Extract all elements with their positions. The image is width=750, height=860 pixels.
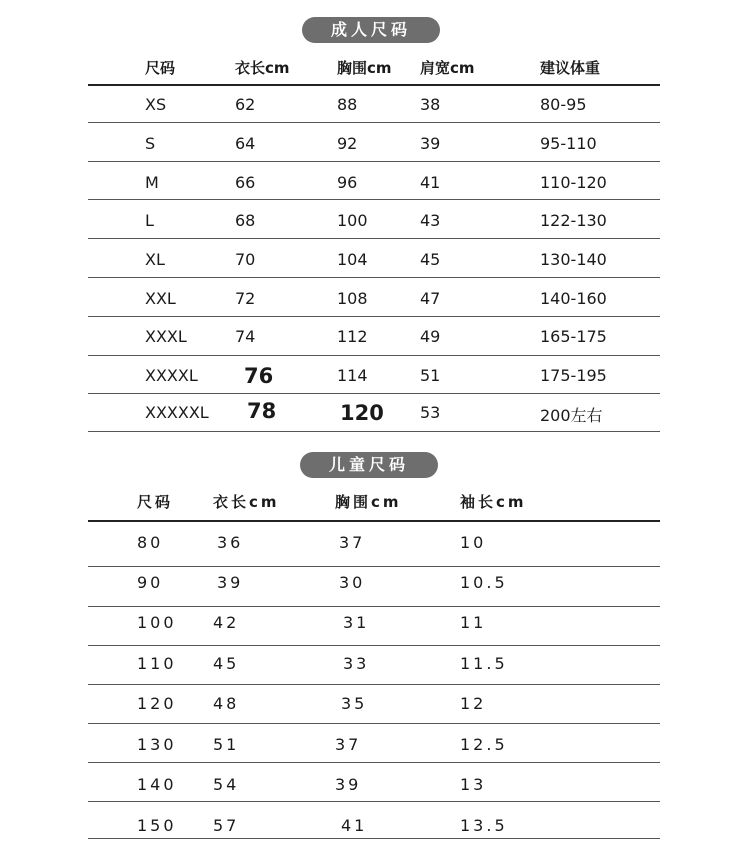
table-cell: 54 (213, 775, 240, 794)
kids-header-cell: 尺码 (137, 493, 174, 511)
row-divider (88, 199, 660, 200)
table-cell: 39 (217, 573, 244, 592)
adult-header-cell: 建议体重 (540, 59, 601, 77)
table-cell: 95-110 (540, 134, 597, 153)
table-cell: 92 (337, 134, 358, 153)
table-cell: 130-140 (540, 250, 607, 269)
adult-header-cell: 肩宽cm (420, 59, 475, 77)
table-cell: 130 (137, 735, 177, 754)
kids-header-divider (88, 520, 660, 522)
row-divider (88, 355, 660, 356)
table-cell: 108 (337, 289, 368, 308)
table-cell: XXL (145, 289, 176, 308)
table-cell: 10.5 (460, 573, 508, 592)
table-cell: 110 (137, 654, 177, 673)
row-divider (88, 161, 660, 162)
table-cell: 114 (337, 366, 368, 385)
row-divider (88, 838, 660, 839)
kids-header-cell: 衣长cm (213, 493, 280, 511)
row-divider (88, 566, 660, 567)
row-divider (88, 762, 660, 763)
table-cell: 39 (335, 775, 362, 794)
table-cell: 53 (420, 403, 441, 422)
kids-header-cell: 袖长cm (460, 493, 527, 511)
row-divider (88, 723, 660, 724)
table-cell: 13 (460, 775, 487, 794)
table-cell: 45 (420, 250, 441, 269)
row-divider (88, 645, 660, 646)
table-cell: 110-120 (540, 173, 607, 192)
row-divider (88, 393, 660, 394)
table-cell: 48 (213, 694, 240, 713)
table-cell: 49 (420, 327, 441, 346)
table-cell: 36 (217, 533, 244, 552)
row-divider (88, 431, 660, 432)
table-cell: 74 (235, 327, 256, 346)
table-cell: 37 (335, 735, 362, 754)
table-cell: 41 (420, 173, 441, 192)
table-cell: 96 (337, 173, 358, 192)
table-cell: 80-95 (540, 95, 587, 114)
table-cell: 72 (235, 289, 256, 308)
table-cell: 66 (235, 173, 256, 192)
table-cell: M (145, 173, 159, 192)
table-cell: 150 (137, 816, 177, 835)
adult-header-cell: 胸围cm (337, 59, 392, 77)
table-cell: 42 (213, 613, 240, 632)
table-cell: 39 (420, 134, 441, 153)
table-cell: 38 (420, 95, 441, 114)
table-cell: L (145, 211, 154, 230)
table-cell: XXXXL (145, 366, 198, 385)
kids-header-cell: 胸围cm (335, 493, 402, 511)
table-cell: 12 (460, 694, 487, 713)
table-cell: 64 (235, 134, 256, 153)
table-cell: 11 (460, 613, 487, 632)
table-cell: 30 (339, 573, 366, 592)
table-cell: 35 (341, 694, 368, 713)
table-cell: 47 (420, 289, 441, 308)
row-divider (88, 801, 660, 802)
table-cell: 68 (235, 211, 256, 230)
table-cell: 51 (420, 366, 441, 385)
adult-size-title: 成人尺码 (302, 17, 440, 43)
table-cell: 165-175 (540, 327, 607, 346)
table-cell: 76 (244, 364, 274, 388)
table-cell: XL (145, 250, 165, 269)
table-cell: 104 (337, 250, 368, 269)
table-cell: 31 (343, 613, 370, 632)
row-divider (88, 684, 660, 685)
table-cell: 10 (460, 533, 487, 552)
table-cell: XXXXXL (145, 403, 209, 422)
adult-header-divider (88, 84, 660, 86)
table-cell: 175-195 (540, 366, 607, 385)
table-cell: 120 (340, 401, 384, 425)
table-cell: XS (145, 95, 167, 114)
table-cell: 78 (247, 399, 277, 423)
table-cell: 12.5 (460, 735, 508, 754)
table-cell: 120 (137, 694, 177, 713)
table-cell: 45 (213, 654, 240, 673)
row-divider (88, 238, 660, 239)
row-divider (88, 122, 660, 123)
table-cell: 100 (337, 211, 368, 230)
table-cell: 51 (213, 735, 240, 754)
row-divider (88, 316, 660, 317)
table-cell: 41 (341, 816, 368, 835)
table-cell: 140 (137, 775, 177, 794)
row-divider (88, 277, 660, 278)
table-cell: 37 (339, 533, 366, 552)
table-cell: 88 (337, 95, 358, 114)
table-cell: XXXL (145, 327, 187, 346)
table-cell: 43 (420, 211, 441, 230)
table-cell: 112 (337, 327, 368, 346)
table-cell: 122-130 (540, 211, 607, 230)
table-cell: S (145, 134, 156, 153)
table-cell: 11.5 (460, 654, 508, 673)
table-cell: 33 (343, 654, 370, 673)
row-divider (88, 606, 660, 607)
kids-size-title: 儿童尺码 (300, 452, 438, 478)
adult-header-cell: 尺码 (145, 59, 176, 77)
table-cell: 140-160 (540, 289, 607, 308)
table-cell: 13.5 (460, 816, 508, 835)
table-cell: 62 (235, 95, 256, 114)
table-cell: 57 (213, 816, 240, 835)
table-cell: 90 (137, 573, 164, 592)
table-cell: 100 (137, 613, 177, 632)
table-cell: 200左右 (540, 406, 603, 425)
adult-header-cell: 衣长cm (235, 59, 290, 77)
table-cell: 70 (235, 250, 256, 269)
table-cell: 80 (137, 533, 164, 552)
